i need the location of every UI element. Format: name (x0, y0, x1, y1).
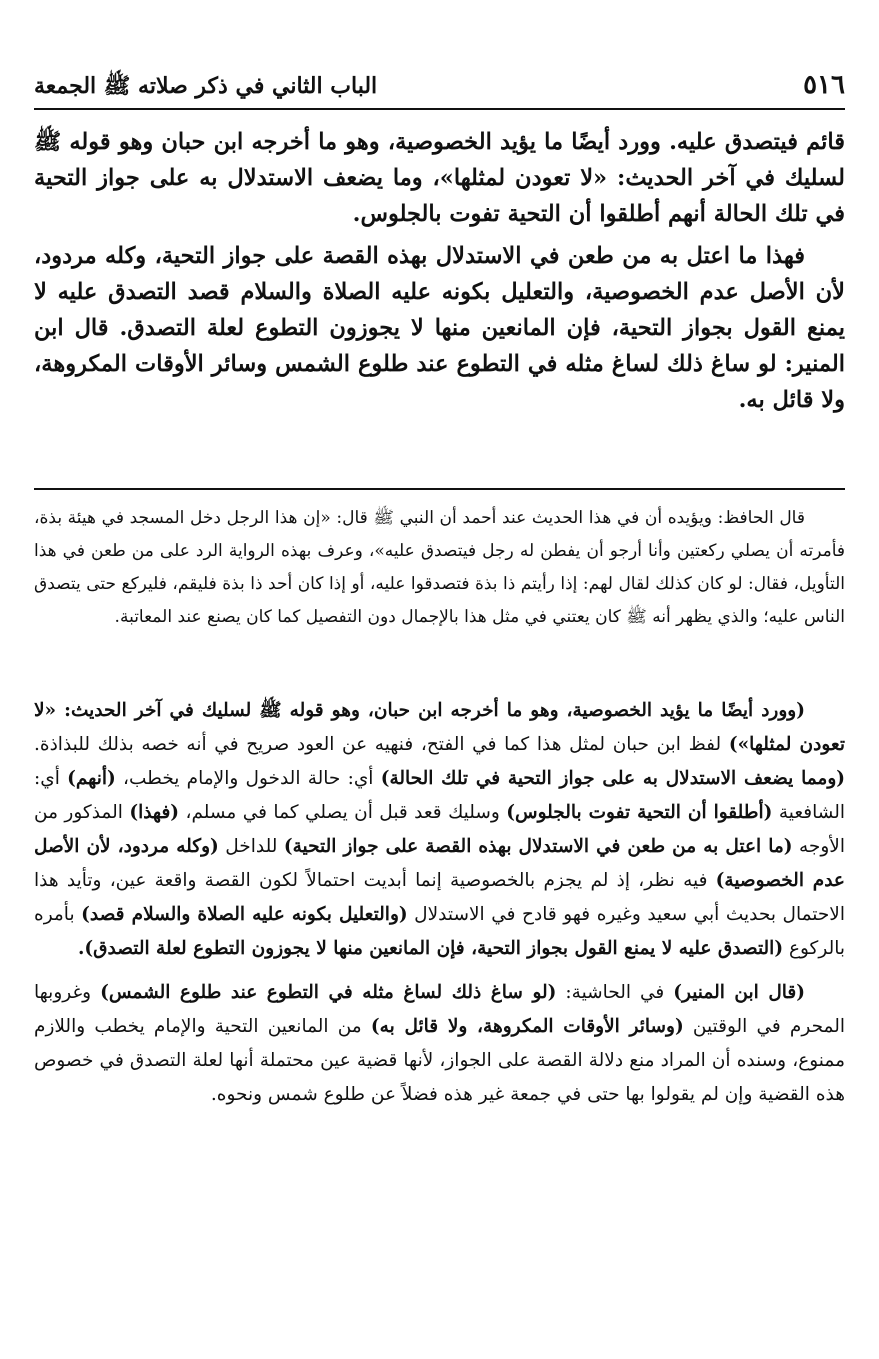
commentary-paragraph-1 (34, 694, 845, 966)
quoted-matn-text: (والتعليل بكونه عليه الصلاة والسلام قصد) (81, 904, 408, 925)
footnote (34, 502, 845, 634)
quoted-matn-text: (التصدق عليه لا يمنع القول بجواز التحية، فإن المانعين منها لا يجوزون التطوع لعلة التصدق). (77, 938, 784, 959)
commentary-text: أي: حالة الدخول والإمام يخطب، (115, 768, 381, 789)
commentary-text: للداخل (218, 836, 284, 857)
quoted-matn-text: (أطلقوا أن التحية تفوت بالجلوس) (506, 802, 773, 823)
commentary-paragraph-2 (34, 976, 845, 1112)
page-header (34, 68, 845, 110)
page-number: ٥١٦ (803, 70, 845, 100)
commentary-text: وسليك قعد قبل أن يصلي كما في مسلم، (179, 802, 507, 823)
quoted-matn-text: (قال ابن المنير) (673, 982, 806, 1003)
quoted-matn-text: (وكله مردود، لأن الأصل عدم الخصوصية) (34, 836, 845, 891)
quoted-matn-text: (أنهم) (67, 768, 116, 789)
main-text (34, 124, 845, 424)
commentary-text: وغروبها المحرم في الوقتين (34, 982, 846, 1037)
main-paragraph-2: فهذا ما اعتل به من طعن في الاستدلال بهذه القصة على جواز التحية، وكله مردود، لأن الأصل عدم الخصوصية، والتعليل بكونه عليه الصلاة والسلام قصد التصدق عليه لا يمنع القول بجواز التحية، فإن المانعين منها لا يجوزون التطوع لعلة التصدق. قال ابن المنير: لو ساغ ذلك لساغ مثله في التطوع عند طلوع الشمس وسائر الأوقات المكروهة، ولا قائل به. (34, 243, 845, 413)
footnote-paragraph: قال الحافظ: ويؤيده أن في هذا الحديث عند أحمد أن النبي ﷺ قال: «إن هذا الرجل دخل المسجد في هيئة بذة، فأمرته أن يصلي ركعتين وأنا أرجو أن يفطن له رجل فيتصدق عليه»، وعرف بهذه الرواية الرد على من طعن في هذا التأويل، فقال: لو كان كذلك لقال لهم: إذا رأيتم ذا بذة فتصدقوا عليه، أو إذا كان أحد ذا بذة فليقم، فليركع حتى يتصدق الناس عليه؛ والذي يظهر أنه ﷺ كان يعتني في مثل هذا بالإجمال دون التفصيل كما كان يصنع عند المعاتبة. (34, 508, 845, 627)
commentary-text: في الحاشية: (556, 982, 674, 1003)
main-paragraph-1: قائم فيتصدق عليه. وورد أيضًا ما يؤيد الخصوصية، وهو ما أخرجه ابن حبان وهو قوله ﷺ لسليك في آخر الحديث: «لا تعودن لمثلها»، وما يضعف الاستدلال به على جواز التحية في تلك الحالة أنهم أطلقوا أن التحية تفوت بالجلوس. (34, 129, 845, 227)
quoted-matn-text: (ما اعتل به من طعن في الاستدلال بهذه القصة على جواز التحية) (283, 836, 793, 857)
quoted-matn-text: (ومما يضعف الاستدلال به على جواز التحية في تلك الحالة) (380, 768, 846, 789)
footnote-separator (34, 488, 845, 490)
commentary (34, 694, 845, 1122)
commentary-text: فيه نظر، إذ لم يجزم بالخصوصية إنما أبديت احتمالاً لكون القصة واقعة عين، وتأيد هذا الاحتمال بحديث أبي سعيد وغيره فهو قادح في الاستدلال (34, 870, 846, 925)
commentary-text: بأمره بالركوع (34, 904, 845, 959)
quoted-matn-text: (وورد أيضًا ما يؤيد الخصوصية، وهو ما أخرجه ابن حبان، وهو قوله ﷺ لسليك في آخر الحديث: «لا تعودن لمثلها») (34, 700, 845, 755)
commentary-text: من المانعين التحية والإمام يخطب واللازم ممنوع، وسنده أن المراد منع دلالة القصة على الجواز، لأنها قضية عين محتملة أنها لعلة التصدق في خصوص هذه القضية وإن لم يقولوا بها حتى في جمعة غير هذه فضلاً عن طلوع شمس ونحوه. (34, 1016, 845, 1105)
quoted-matn-text: (فهذا) (129, 802, 180, 823)
running-title: الباب الثاني في ذكر صلاته ﷺ الجمعة (34, 73, 378, 99)
commentary-text: لفظ ابن حبان لمثل هذا كما في الفتح، فنهيه عن العود صريح في أنه خصه بذلك للبذاذة. (34, 734, 729, 755)
commentary-text: أي: الشافعية (34, 768, 846, 823)
quoted-matn-text: (لو ساغ ذلك لساغ مثله في التطوع عند طلوع الشمس) (100, 982, 557, 1003)
quoted-matn-text: (وسائر الأوقات المكروهة، ولا قائل به) (370, 1016, 684, 1037)
commentary-text: المذكور من الأوجه (34, 802, 845, 857)
